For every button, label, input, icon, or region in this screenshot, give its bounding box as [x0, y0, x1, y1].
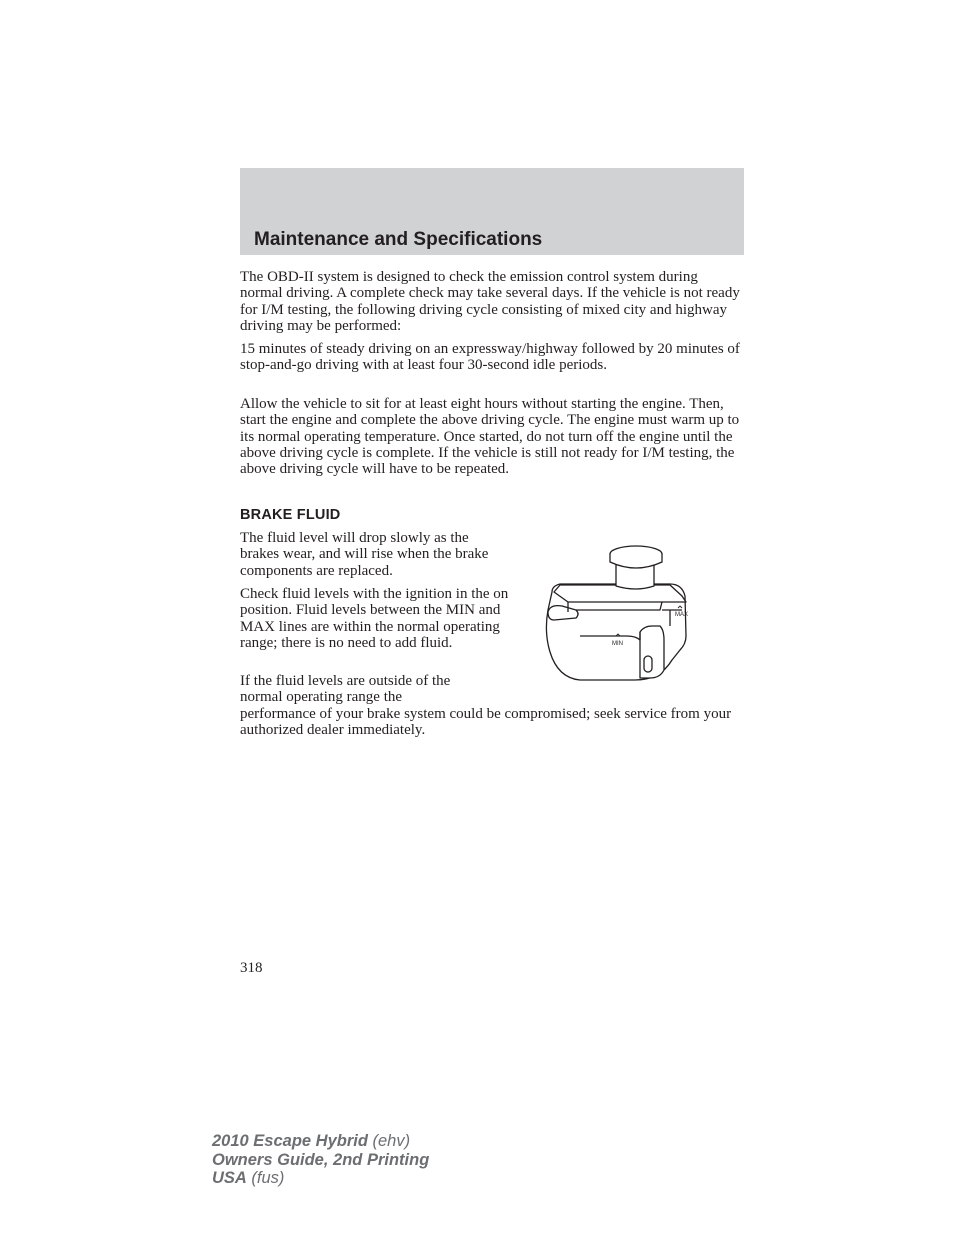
- footer-line-1: [212, 1132, 429, 1151]
- footer-market-code: (fus): [246, 1169, 285, 1187]
- obd-paragraph-3: Allow the vehicle to sit for at least eight hours without starting the engine. Then, start the engine and complete the above driving cycle. The engine must warm up to its normal operating temperature. Once started, do not turn off the engine until the above driving cycle is complete. If the vehicle is still not ready for I/M testing, the above driving cycle will have to be repeated.: [240, 396, 740, 478]
- min-line-label: MIN: [612, 641, 623, 647]
- footer-market: USA: [212, 1169, 247, 1187]
- brake-fluid-paragraph-3a: If the fluid levels are outside of the normal operating range the: [240, 673, 451, 706]
- page-number: 318: [240, 960, 263, 976]
- max-line-label: MAX: [675, 612, 689, 618]
- brake-fluid-reservoir-illustration: [540, 540, 698, 688]
- section-header-band: [240, 168, 744, 255]
- obd-paragraph-1: The OBD-II system is designed to check the emission control system during normal driving. A complete check may take several days. If the vehicle is not ready for I/M testing, the following driving cycle consisting of mixed city and highway driving may be performed:: [240, 269, 740, 334]
- footer-line-2: [212, 1151, 429, 1170]
- footer-model-code: (ehv): [367, 1132, 411, 1150]
- document-footer: [212, 1132, 429, 1188]
- brake-fluid-paragraph-1: The fluid level will drop slowly as the brakes wear, and will rise when the brake components are replaced.: [240, 530, 489, 579]
- footer-line-3: [212, 1169, 429, 1188]
- section-title: Maintenance and Specifications: [254, 229, 543, 250]
- brake-fluid-paragraph-2: Check fluid levels with the ignition in the on position. Fluid levels between the MIN and MAX lines are within the normal operating range; there is no need to add fluid.: [240, 586, 509, 651]
- footer-guide-edition: Owners Guide, 2nd Printing: [212, 1150, 430, 1169]
- obd-paragraph-2: 15 minutes of steady driving on an expressway/highway followed by 20 minutes of stop-and-go driving with at least four 30-second idle periods.: [240, 341, 740, 374]
- footer-model: 2010 Escape Hybrid: [212, 1132, 368, 1150]
- brake-fluid-heading: BRAKE FLUID: [240, 507, 341, 523]
- brake-fluid-paragraph-3b: performance of your brake system could be compromised; seek service from your authorized dealer immediately.: [240, 706, 732, 739]
